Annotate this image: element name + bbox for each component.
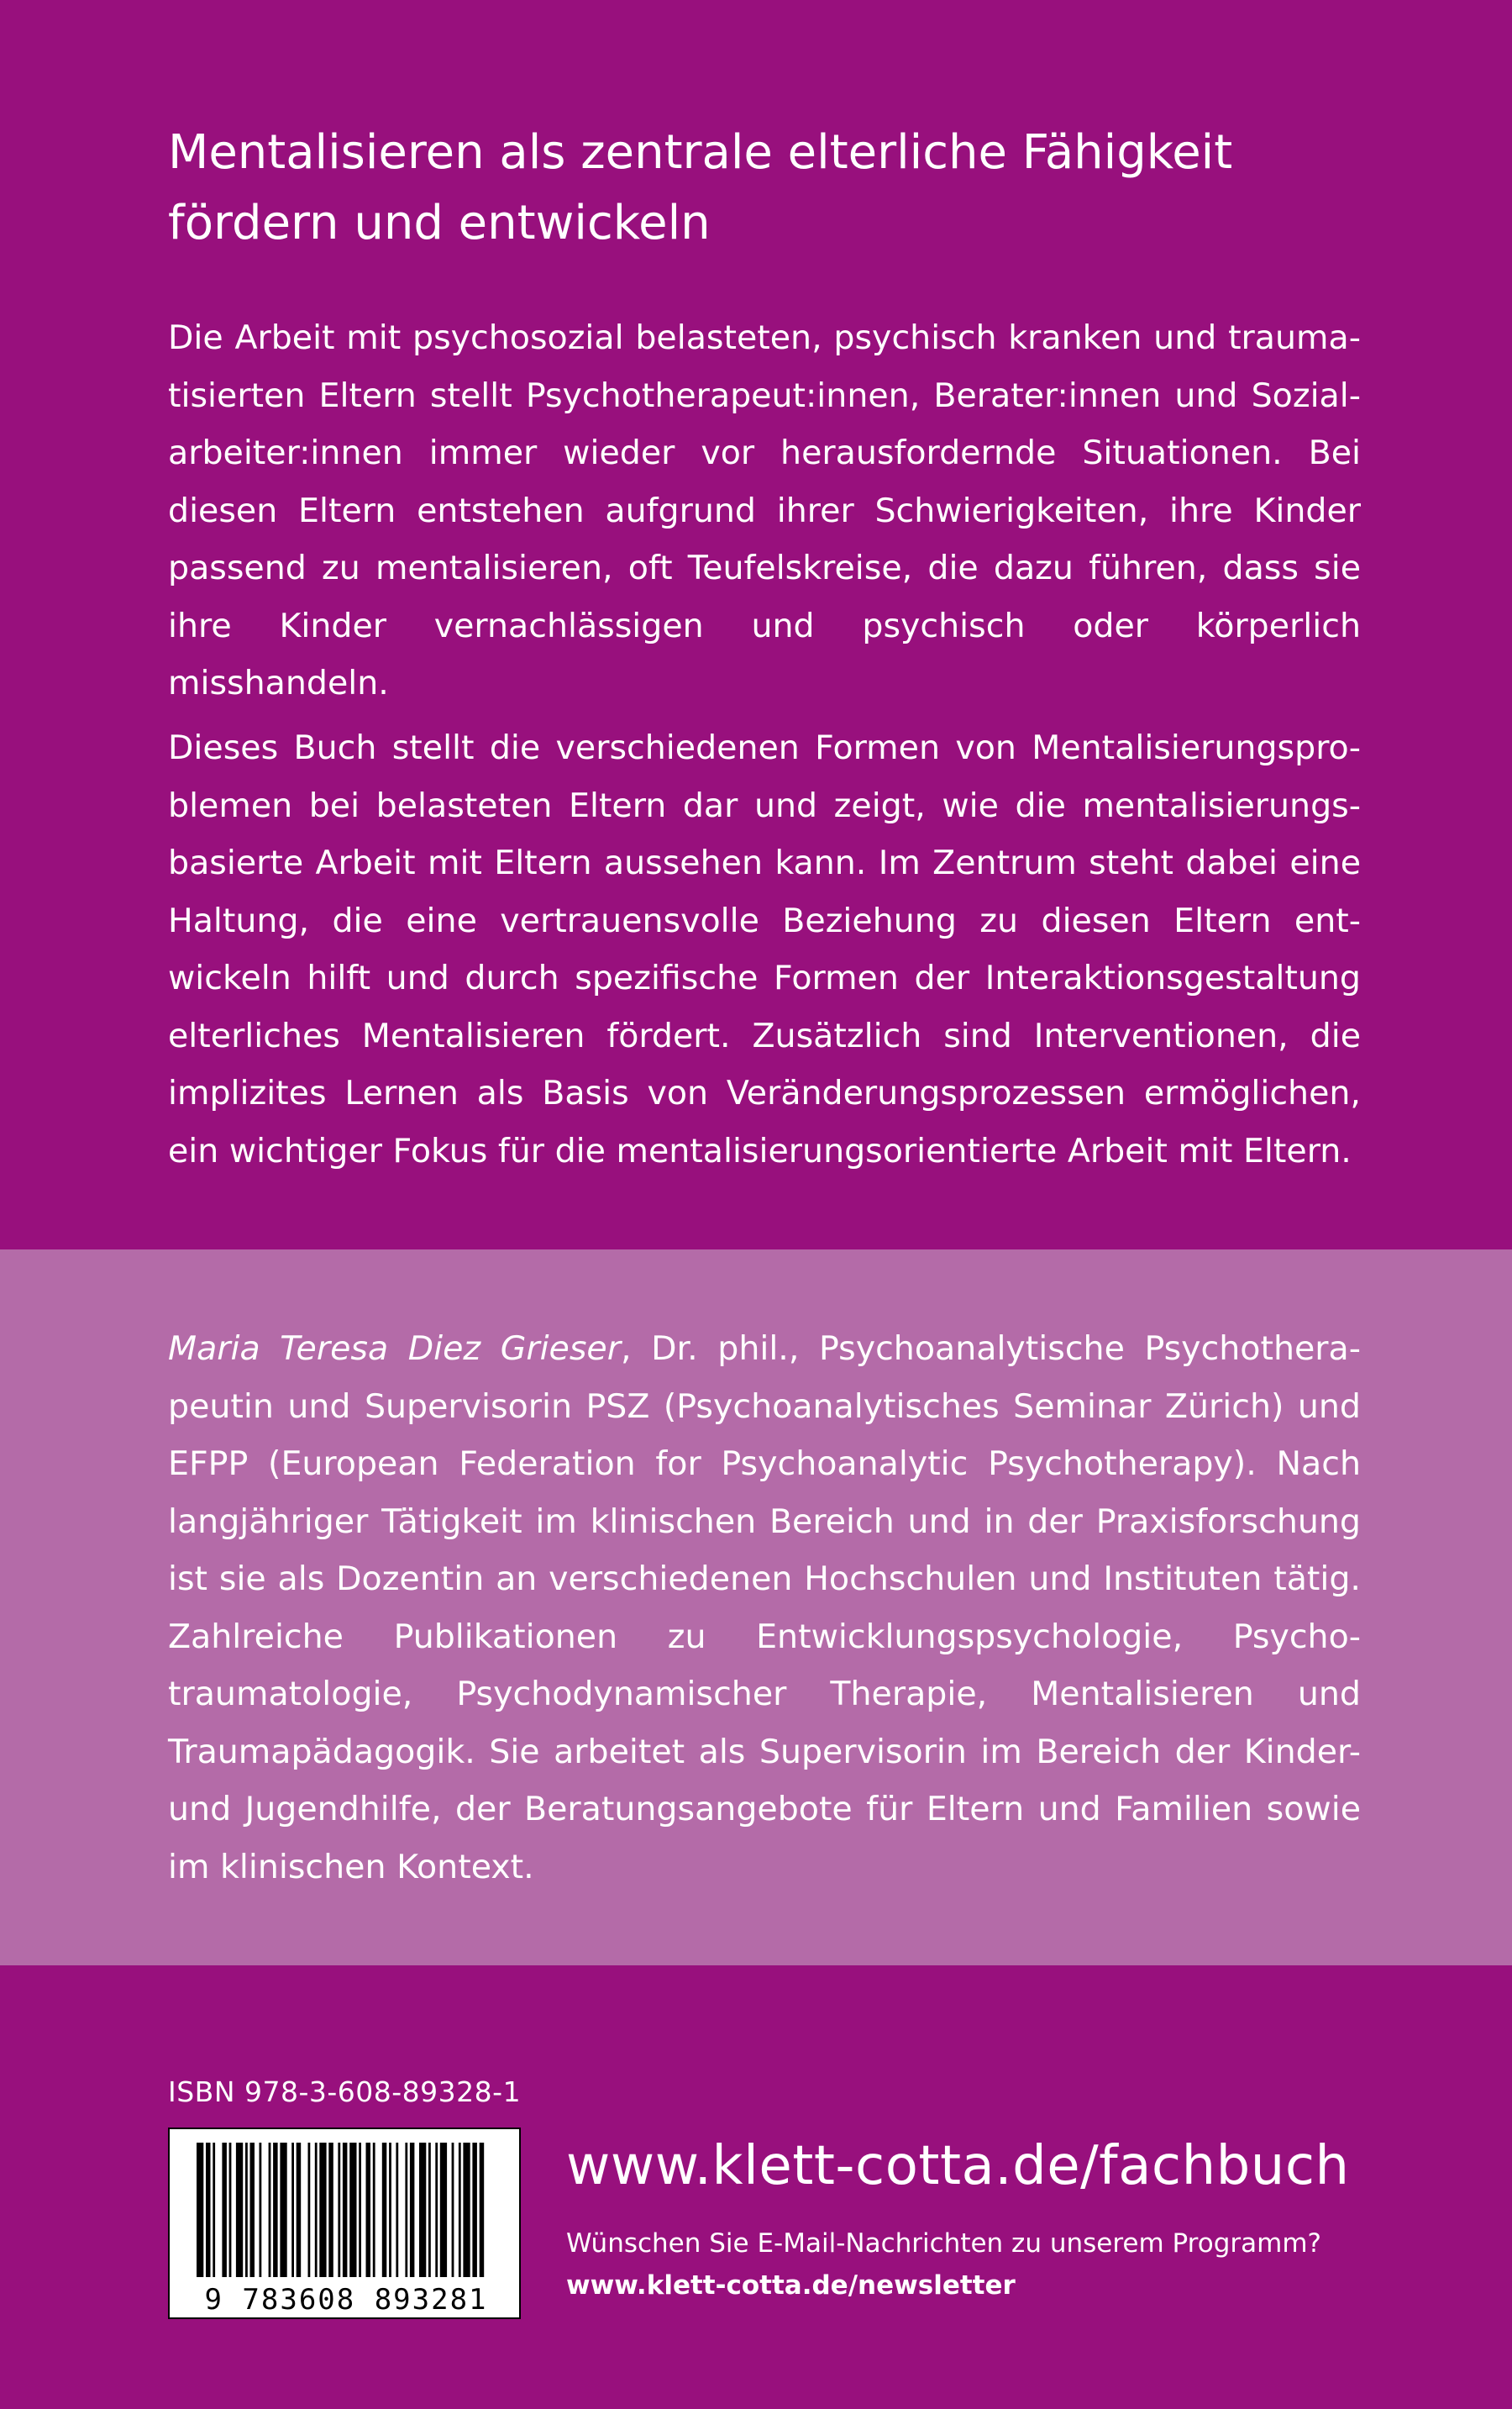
barcode-bar xyxy=(419,2143,426,2277)
barcode-bar xyxy=(396,2143,398,2277)
barcode-bar xyxy=(373,2143,375,2277)
barcode-bar xyxy=(269,2143,271,2277)
barcode-bar xyxy=(389,2143,391,2277)
barcode-bar xyxy=(435,2143,438,2277)
barcode-bar xyxy=(405,2143,407,2277)
barcode-bar xyxy=(197,2143,203,2277)
description-paragraph-2: Dieses Buch stellt die verschiedenen Formen von Mentalisierungsproblemen bei belasteten Eltern dar und zeigt, wie die mentalisierungsbasierte Arbeit mit Eltern aussehen kann. Im Zentrum steht dabei eine Haltung, die eine vertrauensvolle Beziehung zu diesen Eltern entwickeln hilft und durch spezifische Formen der Interaktionsgestaltung elterliches Mentalisieren fördert. Zusätzlich sind Interventionen, die implizites Lernen als Basis von Veränderungsprozessen ermöglichen, ein wichtiger Fokus für die mentalisierungsorientierte Arbeit mit Eltern. xyxy=(168,728,1361,1170)
barcode-bar xyxy=(273,2143,278,2277)
barcode-bar xyxy=(338,2143,340,2277)
barcode-bar xyxy=(410,2143,415,2277)
barcode-bar xyxy=(250,2143,255,2277)
barcode-bar xyxy=(480,2143,485,2277)
barcode-bar xyxy=(382,2143,387,2277)
barcode-bar xyxy=(213,2143,215,2277)
barcode-bar xyxy=(349,2143,356,2277)
author-name: Maria Teresa Diez Grieser xyxy=(168,1329,621,1368)
barcode-bar xyxy=(206,2143,211,2277)
barcode-bar xyxy=(343,2143,348,2277)
barcode-bar xyxy=(319,2143,326,2277)
barcode-bar xyxy=(428,2143,431,2277)
barcode-digits: 9 783608 893281 xyxy=(204,2283,488,2317)
barcode-bar xyxy=(245,2143,248,2277)
barcode-bar xyxy=(308,2143,311,2277)
author-bio xyxy=(168,1320,1361,1896)
barcode-bar xyxy=(366,2143,371,2277)
barcode-bar xyxy=(452,2143,454,2277)
barcode-graphic xyxy=(168,2128,521,2319)
isbn-label: ISBN 978-3-608-89328-1 xyxy=(168,2075,522,2108)
barcode xyxy=(168,2128,521,2319)
newsletter-prompt: Wünschen Sie E-Mail-Nachrichten zu unserem Programm? xyxy=(566,2228,1321,2259)
barcode-bar xyxy=(229,2143,232,2277)
barcode-bar xyxy=(315,2143,318,2277)
barcode-bar xyxy=(260,2143,262,2277)
barcode-bar xyxy=(222,2143,227,2277)
barcode-bar xyxy=(463,2143,470,2277)
barcode-bar xyxy=(291,2143,294,2277)
description-paragraph-1: Die Arbeit mit psychosozial belasteten, psychisch kranken und traumatisierten Eltern stellt Psychotherapeut:innen, Berater:innen und Sozialarbeiter:innen immer wieder vor herausfordernde Situationen. Bei diesen Eltern entstehen aufgrund ihrer Schwierigkeiten, ihre Kinder passend zu mentalisieren, oft Teufelskreise, die dazu führen, dass sie ihre Kinder vernachlässigen und psychisch oder körperlich misshandeln. xyxy=(168,318,1361,702)
barcode-bar xyxy=(236,2143,243,2277)
barcode-bar xyxy=(359,2143,361,2277)
barcode-bar xyxy=(280,2143,286,2277)
barcode-bar xyxy=(440,2143,447,2277)
barcode-bar xyxy=(328,2143,333,2277)
headline-line-2: fördern und entwickeln xyxy=(168,196,711,250)
newsletter-link[interactable]: www.klett-cotta.de/newsletter xyxy=(566,2270,1016,2301)
author-bio-text: , Dr. phil., Psychoanalytische Psychotherapeutin und Supervisorin PSZ (Psychoanalytisches Seminar Zürich) und EFPP (European Federation for Psychoanalytic Psychotherapy). Nach langjähriger Tätigkeit im klinischen Bereich und in der Praxisforschung ist sie als Dozentin an verschiedenen Hochschulen und Instituten tätig. Zahlreiche Publikationen zu Entwicklungspsychologie, Psychotraumatologie, Psychodynamischer Therapie, Mentalisieren und Traumapädagogik. Sie arbeitet als Supervisorin im Bereich der Kinder- und Jugendhilfe, der Beratungsangebote für Eltern und Familien sowie im klinischen Kontext. xyxy=(168,1329,1361,1886)
barcode-bar xyxy=(297,2143,302,2277)
website-link[interactable]: www.klett-cotta.de/fachbuch xyxy=(566,2135,1350,2197)
barcode-bar xyxy=(472,2143,477,2277)
barcode-bar xyxy=(459,2143,461,2277)
headline-line-1: Mentalisieren als zentrale elterliche Fähigkeit xyxy=(168,125,1233,180)
headline xyxy=(168,118,1361,259)
